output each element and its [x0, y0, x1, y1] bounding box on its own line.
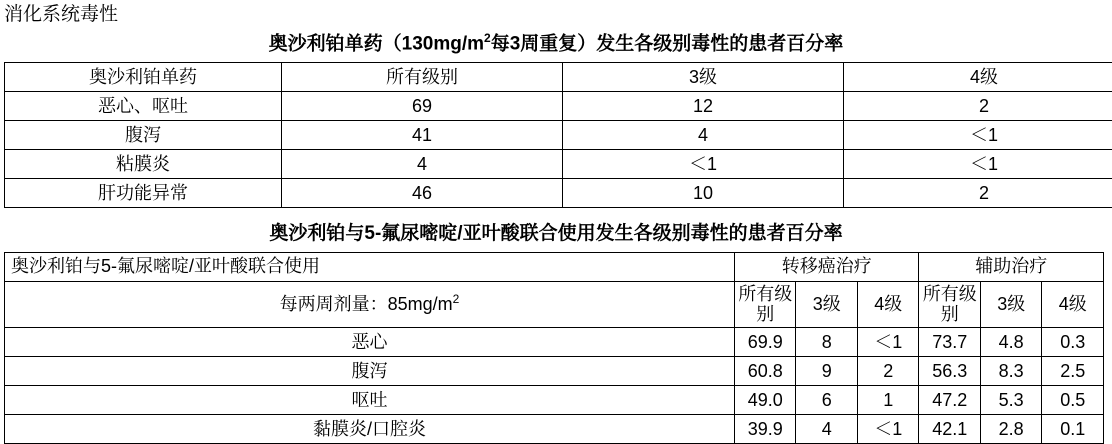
table2-r1-c2: 9 — [796, 357, 857, 386]
table-row — [5, 328, 1104, 357]
table2-caption: 奥沙利铂与5-氟尿嘧啶/亚叶酸联合使用发生各级别毒性的患者百分率 — [0, 222, 1112, 246]
table1-r1-c2: 4 — [563, 120, 844, 149]
table-header-row-groups — [5, 252, 1104, 281]
table2-header-dose-superscript: 2 — [453, 292, 460, 306]
table-header-row-subheaders — [5, 281, 1104, 327]
table2-r0-c3: ＜1 — [857, 328, 919, 357]
table2-r1-c1: 60.8 — [734, 357, 795, 386]
table1-header-col0: 奥沙利铂单药 — [5, 62, 282, 91]
table2-r1-c4: 56.3 — [919, 357, 980, 386]
table-row — [5, 91, 1112, 120]
table-row — [5, 120, 1112, 149]
table1-header-col2: 3级 — [563, 62, 844, 91]
table1-r2-c3: ＜1 — [844, 149, 1112, 178]
table2-header-treatment-label: 奥沙利铂与5-氟尿嘧啶/亚叶酸联合使用 — [5, 252, 735, 281]
table1-r3-c2: 10 — [563, 178, 844, 207]
table1-r1-c3: ＜1 — [844, 120, 1112, 149]
table2-r3-c3: ＜1 — [857, 415, 919, 444]
table1-r3-c0: 肝功能异常 — [5, 178, 282, 207]
table1-r2-c1: 4 — [282, 149, 563, 178]
table2-r1-c3: 2 — [857, 357, 919, 386]
table2-r2-c4: 47.2 — [919, 386, 980, 415]
table1-r0-c1: 69 — [282, 91, 563, 120]
table1-r1-c0: 腹泻 — [5, 120, 282, 149]
table1-r0-c3: 2 — [844, 91, 1112, 120]
table-row — [5, 386, 1104, 415]
table2-header-group-metastatic: 转移癌治疗 — [734, 252, 918, 281]
oxaliplatin-monotherapy-table — [4, 62, 1112, 208]
table2-r2-c5: 5.3 — [980, 386, 1041, 415]
table2-subheader-0: 所有级别 — [734, 281, 795, 327]
table2-r3-c2: 4 — [796, 415, 857, 444]
table1-caption — [0, 31, 1112, 56]
table1-r0-c2: 12 — [563, 91, 844, 120]
document-page — [0, 4, 1112, 405]
table1-caption-superscript: 2 — [484, 31, 491, 45]
table2-r1-c5: 8.3 — [980, 357, 1041, 386]
table2-r0-c2: 8 — [796, 328, 857, 357]
table2-r2-c1: 49.0 — [734, 386, 795, 415]
table-row — [5, 149, 1112, 178]
table1-header-col1: 所有级别 — [282, 62, 563, 91]
table-spacer — [0, 208, 1112, 218]
table2-header-dose — [5, 281, 735, 327]
table2-subheader-5: 4级 — [1042, 281, 1104, 327]
table1-r3-c1: 46 — [282, 178, 563, 207]
table2-r3-c5: 2.8 — [980, 415, 1041, 444]
table2-header-group-adjuvant: 辅助治疗 — [919, 252, 1104, 281]
table2-subheader-3: 所有级别 — [919, 281, 980, 327]
table2-r3-c1: 39.9 — [734, 415, 795, 444]
section-heading: 消化系统毒性 — [4, 4, 1112, 27]
table2-r3-c4: 42.1 — [919, 415, 980, 444]
table2-r2-c6: 0.5 — [1042, 386, 1104, 415]
table2-r2-c0: 呕吐 — [5, 386, 735, 415]
table1-header-col3: 4级 — [844, 62, 1112, 91]
table2-r0-c4: 73.7 — [919, 328, 980, 357]
table-header-row — [5, 62, 1112, 91]
table2-r2-c3: 1 — [857, 386, 919, 415]
table2-r1-c6: 2.5 — [1042, 357, 1104, 386]
table2-r0-c1: 69.9 — [734, 328, 795, 357]
table2-r0-c5: 4.8 — [980, 328, 1041, 357]
table2-subheader-2: 4级 — [857, 281, 919, 327]
table2-r2-c2: 6 — [796, 386, 857, 415]
table2-header-dose-text: 每两周剂量：85mg/m — [280, 294, 453, 314]
table1-r2-c0: 粘膜炎 — [5, 149, 282, 178]
table2-r0-c0: 恶心 — [5, 328, 735, 357]
table2-r0-c6: 0.3 — [1042, 328, 1104, 357]
table2-r3-c6: 0.1 — [1042, 415, 1104, 444]
table1-r2-c2: ＜1 — [563, 149, 844, 178]
table2-r1-c0: 腹泻 — [5, 357, 735, 386]
table2-subheader-4: 3级 — [980, 281, 1041, 327]
table-row — [5, 178, 1112, 207]
table2-subheader-1: 3级 — [796, 281, 857, 327]
table1-r1-c1: 41 — [282, 120, 563, 149]
table1-caption-before: 奥沙利铂单药（130mg/m — [269, 33, 484, 54]
table1-r0-c0: 恶心、呕吐 — [5, 91, 282, 120]
table-row — [5, 357, 1104, 386]
table1-r3-c3: 2 — [844, 178, 1112, 207]
oxaliplatin-combination-table — [4, 252, 1104, 444]
table-row — [5, 415, 1104, 444]
table2-r3-c0: 黏膜炎/口腔炎 — [5, 415, 735, 444]
table1-caption-after: 每3周重复）发生各级别毒性的患者百分率 — [491, 33, 844, 54]
